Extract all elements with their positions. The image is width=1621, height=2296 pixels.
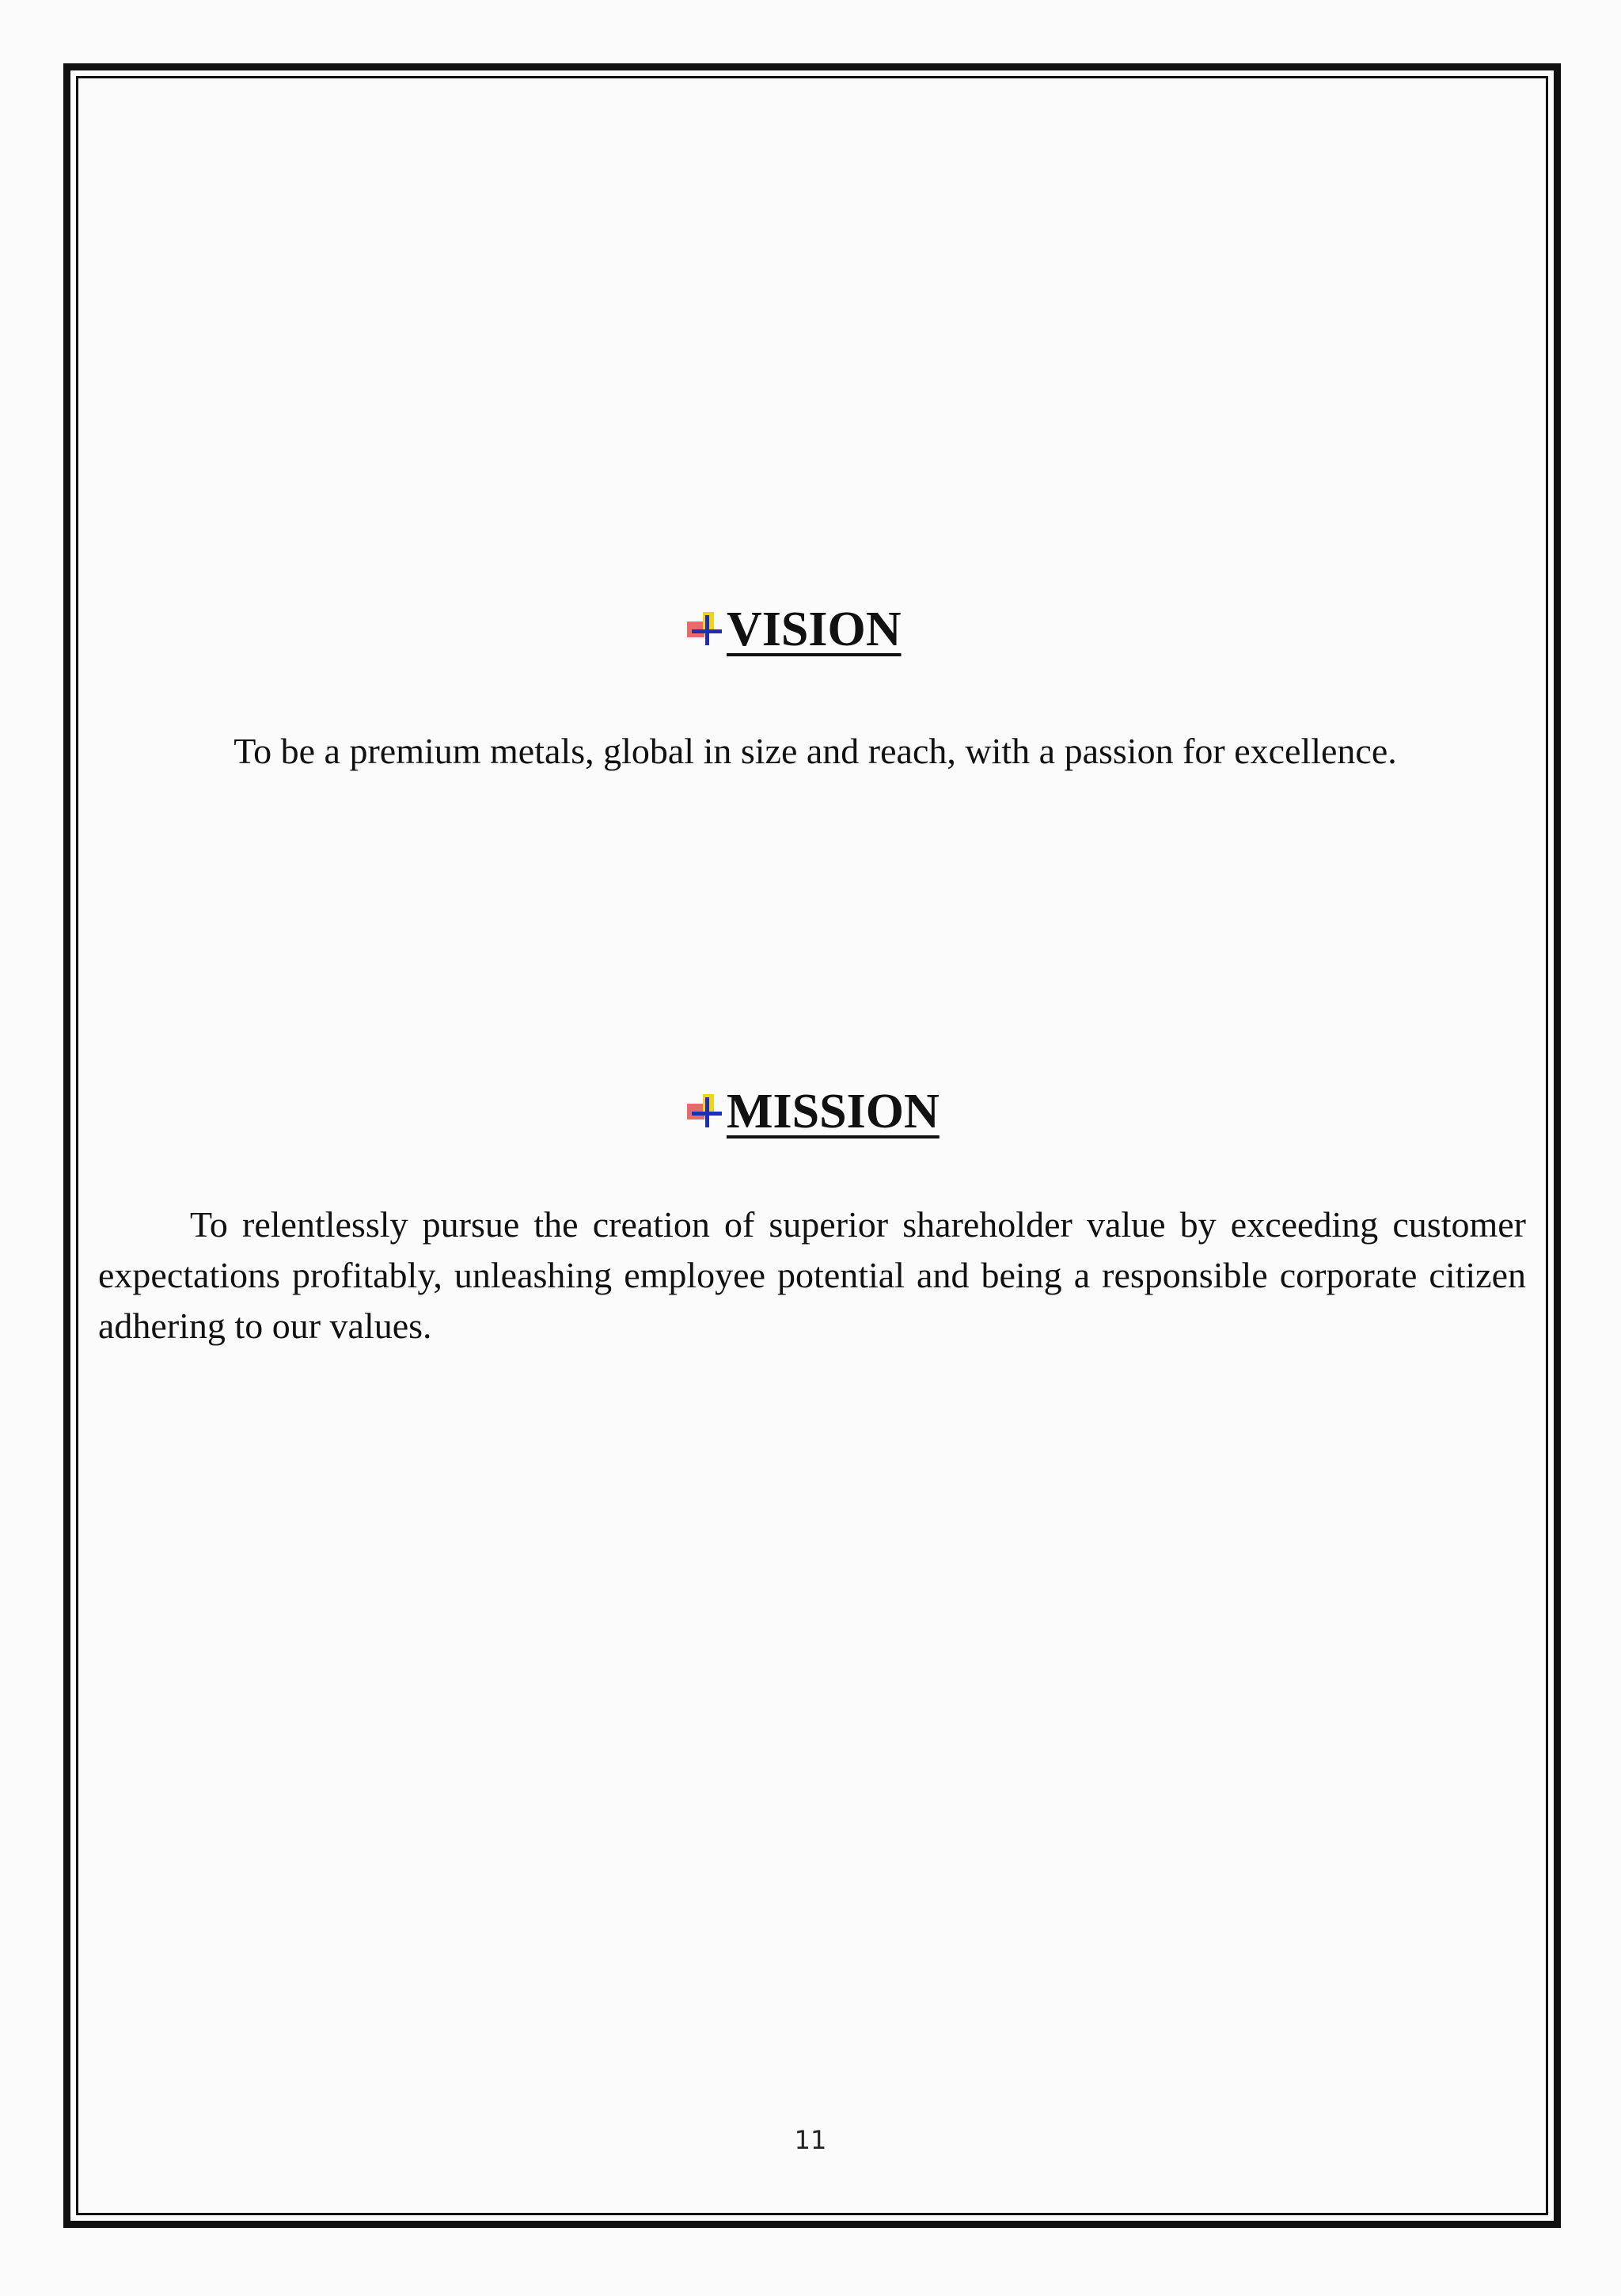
- vision-title: VISION: [727, 603, 902, 656]
- mission-title: MISSION: [727, 1085, 940, 1138]
- page-border-inner: [76, 76, 1548, 2215]
- mission-heading: [685, 1084, 940, 1140]
- plus-bullet-icon: [685, 609, 725, 648]
- vision-heading: [685, 602, 902, 658]
- page-number: 11: [794, 2125, 827, 2155]
- mission-statement: To relentlessly pursue the creation of superior shareholder value by exceeding customer expectations profitably, unleashing employee potential and being a responsible corporate citizen adhering to our values.: [98, 1204, 1526, 1346]
- plus-bullet-icon: [685, 1091, 725, 1131]
- vision-statement: To be a premium metals, global in size and reach, with a passion for excellence.: [233, 731, 1397, 771]
